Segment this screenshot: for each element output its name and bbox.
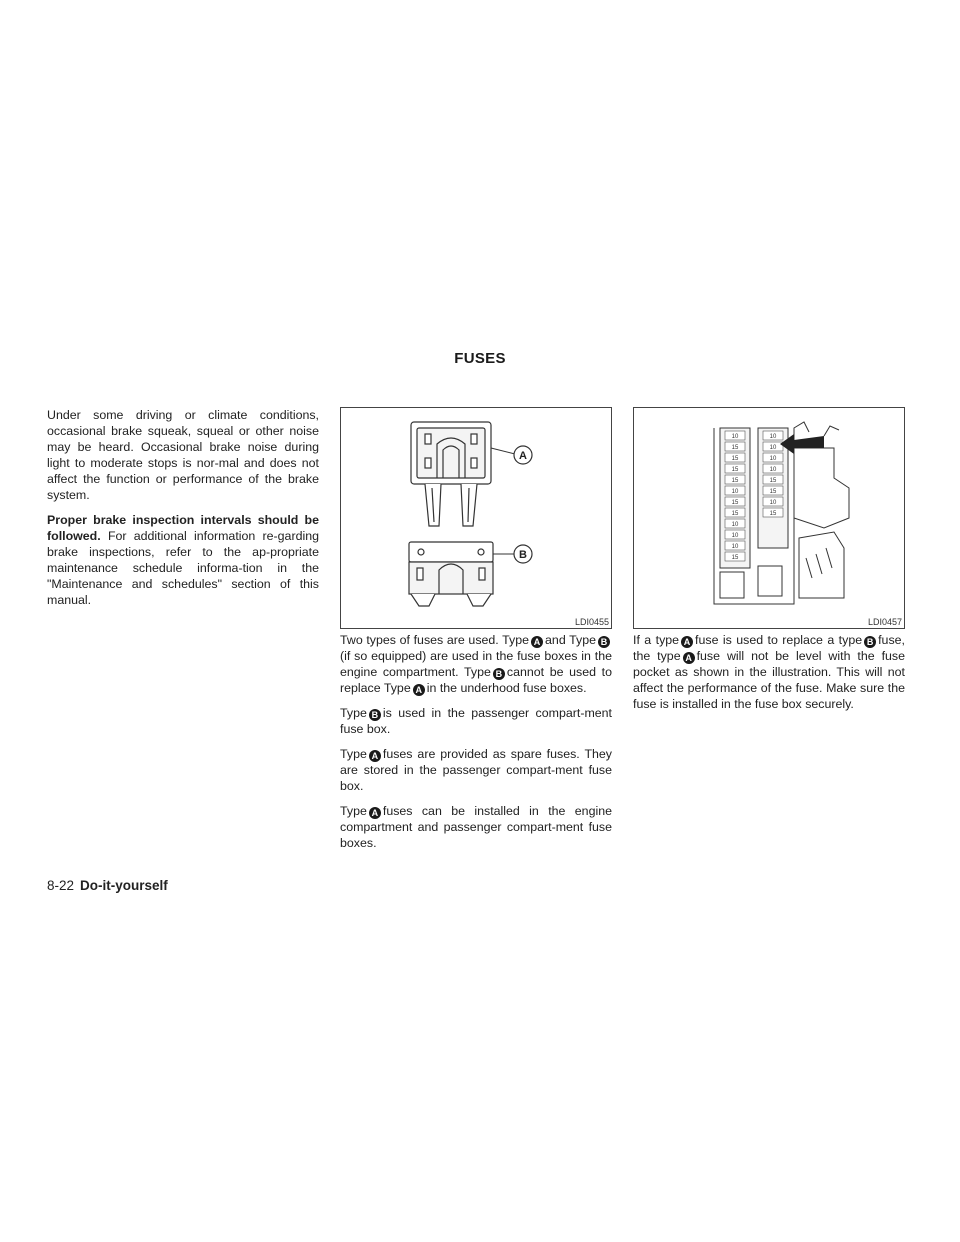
text: Type (340, 747, 367, 761)
fuse-number-label: 15 (731, 445, 739, 451)
column-fuse-types (340, 632, 612, 860)
figure-code: LDI0455 (574, 617, 609, 627)
column-fuse-replacement (633, 632, 905, 721)
marker-a-icon: A (369, 750, 381, 762)
fuse-number-label: 15 (731, 456, 739, 462)
text: Type (340, 804, 367, 818)
column-brake-noise (47, 407, 319, 617)
fuse-number-label: 15 (731, 478, 739, 484)
callout-b: B (519, 549, 527, 561)
fuse-number-label: 10 (731, 544, 739, 550)
fuse-number-label: 10 (769, 445, 777, 451)
fuse-number-label: 10 (731, 533, 739, 539)
fuse-number-label: 10 (769, 456, 777, 462)
type-a-install-paragraph (340, 803, 612, 851)
fuse-number-label: 15 (731, 467, 739, 473)
fuse-box-drawing (634, 408, 904, 628)
text: and Type (545, 633, 596, 647)
marker-b-icon: B (493, 668, 505, 680)
page-number: 8-22 (47, 878, 75, 893)
text: fuse, the type (633, 633, 905, 663)
fuse-number-label: 10 (731, 489, 739, 495)
marker-a-icon: A (369, 807, 381, 819)
text: fuse is used to replace a type (695, 633, 863, 647)
fuse-number-label: 15 (769, 511, 777, 517)
fuse-types-drawing (341, 408, 611, 628)
fuse-number-label: 15 (769, 478, 777, 484)
fuse-number-label: 15 (731, 555, 739, 561)
fuse-box-illustration (633, 407, 905, 629)
text: fuses are provided as spare fuses. They are stored in the passenger compart-ment fuse box. (340, 747, 612, 793)
marker-a-icon: A (413, 684, 425, 696)
fuse-number-label: 10 (731, 522, 739, 528)
fuse-types-paragraph (340, 632, 612, 696)
marker-b-icon: B (864, 636, 876, 648)
spare-fuses-paragraph (340, 746, 612, 794)
type-b-paragraph (340, 705, 612, 737)
text: (if so equipped) are used in the fuse boxes in the engine compartment. Type (340, 649, 612, 679)
marker-a-icon: A (683, 652, 695, 664)
text: Two types of fuses are used. Type (340, 633, 530, 647)
fuse-number-label: 10 (731, 434, 739, 440)
text: in the underhood fuse boxes. (426, 681, 587, 695)
fuse-number-label: 15 (731, 500, 739, 506)
text: is used in the passenger compart-ment fuse box. (340, 706, 612, 736)
text: If a type (633, 633, 680, 647)
brake-inspection-text: For additional information re-garding brake inspections, refer to the ap-propriate maintenance schedule informa-tion in the "Maintenance and schedules" section of this manual. (47, 529, 320, 607)
section-title: FUSES (454, 350, 506, 367)
brake-inspection-heading: Proper brake inspection intervals should be followed. (47, 513, 319, 543)
text: Type (340, 706, 367, 720)
marker-b-icon: B (598, 636, 610, 648)
fuse-number-label: 15 (769, 489, 777, 495)
fuse-types-illustration (340, 407, 612, 629)
fuse-number-label: 15 (731, 511, 739, 517)
figure-code: LDI0457 (867, 617, 902, 627)
fuse-replacement-paragraph (633, 632, 905, 712)
text: cannot be used to replace Type (340, 665, 613, 695)
footer-section-title: Do-it-yourself (80, 878, 168, 893)
marker-b-icon: B (369, 709, 381, 721)
text: fuses can be installed in the engine compartment and passenger compart-ment fuse boxes. (340, 804, 612, 850)
text: fuse will not be level with the fuse pocket as shown in the illustration. This will not affect the performance of the fuse. Make sure the fuse is installed in the fuse box securely. (633, 649, 905, 711)
fuse-number-label: 10 (769, 434, 777, 440)
marker-a-icon: A (681, 636, 693, 648)
fuse-number-label: 10 (769, 467, 777, 473)
page-footer (47, 878, 168, 893)
marker-a-icon: A (531, 636, 543, 648)
brake-noise-paragraph: Under some driving or climate conditions, occasional brake squeak, squeal or other noise may be heard. Occasional brake noise during light to moderate stops is nor-mal and does not affect the function or performance of the brake system. (47, 408, 319, 502)
callout-a: A (519, 450, 527, 462)
fuse-number-label: 10 (769, 500, 777, 506)
brake-inspection-paragraph (47, 512, 319, 608)
